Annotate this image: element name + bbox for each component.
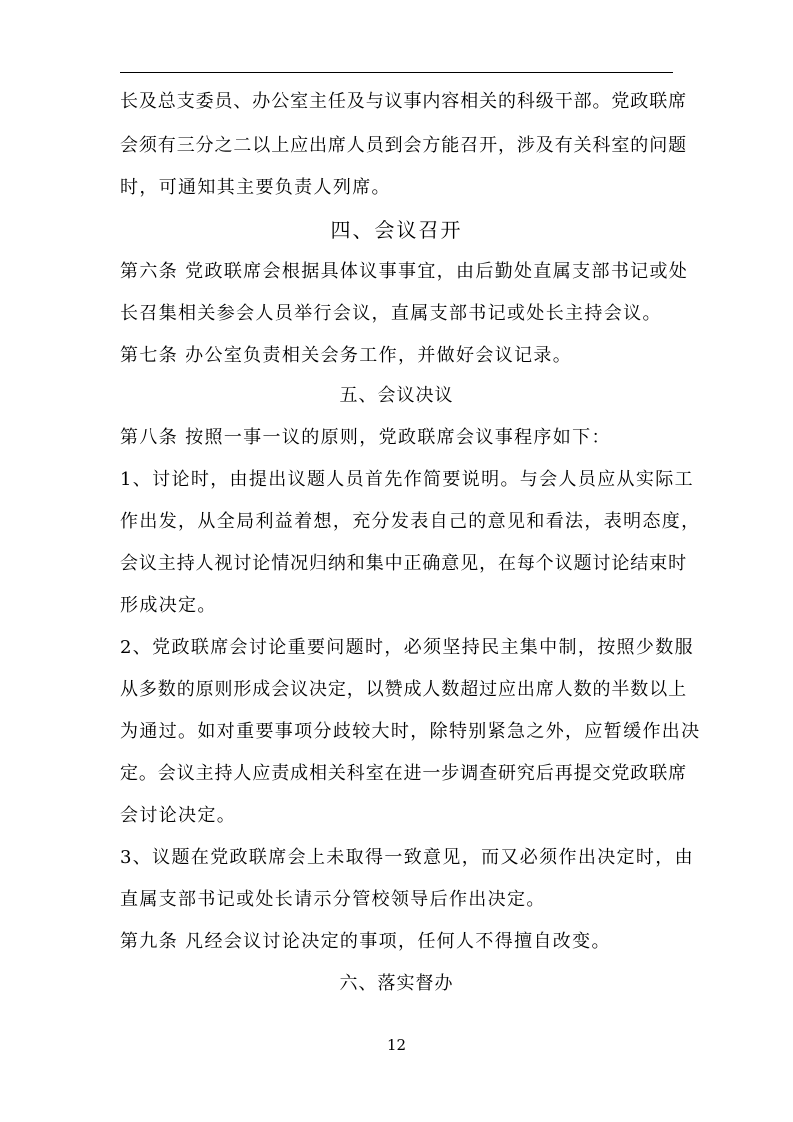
- header-rule: [120, 72, 673, 73]
- article-8: 第八条 按照一事一议的原则，党政联席会议事程序如下：: [120, 427, 611, 448]
- section-heading-5: 五、会议决议: [339, 385, 454, 406]
- paragraph-line: 会须有三分之二以上应出席人员到会方能召开，涉及有关科室的问题: [120, 135, 687, 156]
- article-6-line-1: 第六条 党政联席会根据具体议事事宜，由后勤处直属支部书记或处: [120, 261, 689, 282]
- item-1-line-1: 1、讨论时，由提出议题人员首先作简要说明。与会人员应从实际工: [120, 469, 694, 490]
- item-2-line-5: 会讨论决定。: [120, 805, 237, 826]
- section-heading-4: 四、会议召开: [330, 218, 463, 242]
- item-2-line-1: 2、党政联席会讨论重要问题时，必须坚持民主集中制，按照少数服: [120, 637, 694, 658]
- page-number: 12: [386, 1036, 407, 1054]
- paragraph-line: 时，可通知其主要负责人列席。: [120, 177, 391, 198]
- section-heading-6: 六、落实督办: [339, 973, 454, 994]
- item-2-line-3: 为通过。如对重要事项分歧较大时，除特别紧急之外，应暂缓作出决: [120, 721, 701, 742]
- item-1-line-3: 会议主持人视讨论情况归纳和集中正确意见，在每个议题讨论结束时: [120, 553, 687, 574]
- article-9: 第九条 凡经会议讨论决定的事项，任何人不得擅自改变。: [120, 931, 611, 952]
- item-3-line-2: 直属支部书记或处长请示分管校领导后作出决定。: [120, 889, 546, 910]
- article-7: 第七条 办公室负责相关会务工作，并做好会议记录。: [120, 345, 573, 366]
- item-2-line-4: 定。会议主持人应责成相关科室在进一步调查研究后再提交党政联席: [120, 763, 687, 784]
- item-1-line-4: 形成决定。: [120, 595, 217, 616]
- item-1-line-2: 作出发，从全局利益着想，充分发表自己的意见和看法，表明态度，: [120, 511, 701, 532]
- article-6-line-2: 长召集相关参会人员举行会议，直属支部书记或处长主持会议。: [120, 303, 662, 324]
- item-2-line-2: 从多数的原则形成会议决定，以赞成人数超过应出席人数的半数以上: [120, 679, 687, 700]
- paragraph-line: 长及总支委员、办公室主任及与议事内容相关的科级干部。党政联席: [120, 91, 687, 112]
- item-3-line-1: 3、议题在党政联席会上未取得一致意见，而又必须作出决定时，由: [120, 847, 694, 868]
